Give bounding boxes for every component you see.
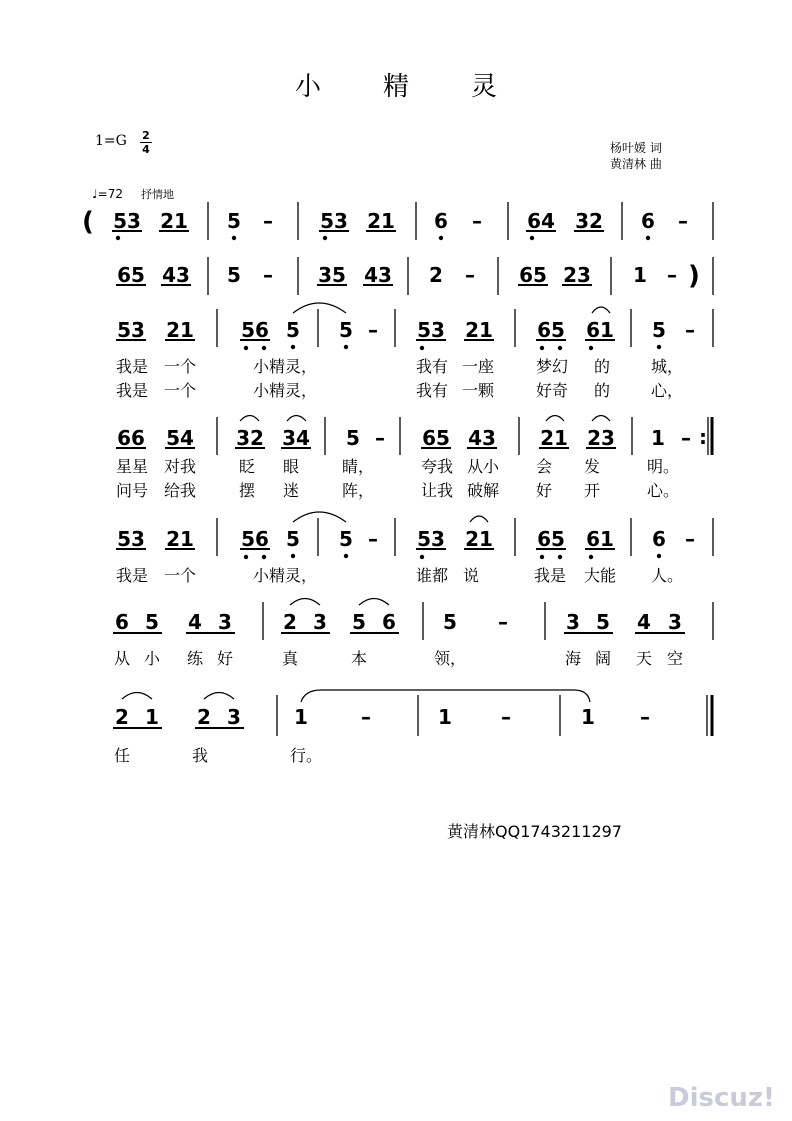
note-group: 53 bbox=[113, 209, 141, 233]
lyric: 开 bbox=[583, 481, 601, 500]
dash: – bbox=[361, 705, 371, 729]
note: 5 bbox=[443, 610, 457, 634]
note: 1 bbox=[651, 426, 665, 450]
note-group: 61 bbox=[586, 527, 614, 551]
lyric: 本 bbox=[350, 649, 368, 668]
lyric: 梦幻 bbox=[535, 357, 569, 376]
note: 6 bbox=[641, 209, 655, 233]
dash: – bbox=[678, 209, 688, 233]
note-group: 61 bbox=[586, 318, 614, 342]
lyric: 我 bbox=[191, 746, 209, 765]
lyrics-verse-4 bbox=[114, 649, 683, 668]
note-group: 65 bbox=[537, 527, 565, 551]
note: 5 bbox=[286, 527, 300, 551]
note: 1 bbox=[633, 263, 647, 287]
note-group: 53 bbox=[117, 527, 145, 551]
note-group: 65 bbox=[117, 263, 145, 287]
lyric: 海 bbox=[564, 649, 582, 668]
dash: – bbox=[368, 527, 378, 551]
lyric: 大能 bbox=[583, 566, 617, 585]
note-group: 65 bbox=[422, 426, 450, 450]
lyric: 我是 bbox=[115, 381, 149, 400]
lyric: 从小 bbox=[466, 457, 500, 476]
note-group: 43 bbox=[468, 426, 496, 450]
lyric: 会 bbox=[535, 457, 553, 476]
dash: – bbox=[465, 263, 475, 287]
note: 6 bbox=[434, 209, 448, 233]
dash: – bbox=[263, 263, 273, 287]
lyric: 小 bbox=[143, 649, 161, 668]
note: 3 bbox=[218, 610, 232, 634]
lyric: 我是 bbox=[115, 566, 149, 585]
lyric: 心。 bbox=[646, 481, 680, 500]
note-group: 35 bbox=[318, 263, 346, 287]
lyrics-verse-3 bbox=[116, 566, 683, 585]
note: 2 bbox=[429, 263, 443, 287]
open-parenthesis: ( bbox=[82, 207, 94, 237]
lyric: 夸我 bbox=[420, 457, 454, 476]
lyric: 明。 bbox=[646, 457, 680, 476]
title-char-3: 灵 bbox=[470, 72, 497, 102]
tempo-mark: ♩=72 bbox=[92, 187, 123, 201]
dash: – bbox=[667, 263, 677, 287]
note-group: 65 bbox=[519, 263, 547, 287]
lyric: 小精灵， bbox=[252, 357, 318, 376]
lyric: 说 bbox=[462, 566, 480, 585]
author-contact: 黄清林QQ1743211297 bbox=[447, 822, 622, 841]
dash: – bbox=[640, 705, 650, 729]
note: 5 bbox=[339, 527, 353, 551]
lyricist-credit: 杨叶媛 词 bbox=[610, 141, 662, 155]
dash: – bbox=[472, 209, 482, 233]
dash: – bbox=[681, 426, 691, 450]
lyric: 发 bbox=[583, 457, 601, 476]
dash: – bbox=[685, 527, 695, 551]
lyric: 对我 bbox=[163, 457, 197, 476]
note: 5 bbox=[145, 610, 159, 634]
lyric: 真 bbox=[281, 649, 299, 668]
note-group: 34 bbox=[282, 426, 310, 450]
time-signature-bottom: 4 bbox=[142, 143, 150, 156]
lyric: 眨 bbox=[238, 457, 256, 476]
dash: – bbox=[368, 318, 378, 342]
note: 5 bbox=[596, 610, 610, 634]
note-group: 66 bbox=[117, 426, 145, 450]
note: 3 bbox=[566, 610, 580, 634]
lyrics-verse-1b bbox=[116, 381, 683, 400]
note-group: 21 bbox=[367, 209, 395, 233]
title-char-2: 精 bbox=[382, 72, 409, 102]
dash: – bbox=[498, 610, 508, 634]
note: 5 bbox=[339, 318, 353, 342]
note: 5 bbox=[652, 318, 666, 342]
lyric: 小精灵， bbox=[252, 381, 318, 400]
lyric: 阵， bbox=[341, 481, 375, 500]
note-group: 21 bbox=[465, 527, 493, 551]
lyric: 眼 bbox=[282, 457, 300, 476]
note-group: 65 bbox=[537, 318, 565, 342]
note: 5 bbox=[352, 610, 366, 634]
lyric: 一个 bbox=[163, 566, 197, 585]
note-group: 21 bbox=[166, 527, 194, 551]
note: 5 bbox=[286, 318, 300, 342]
dash: – bbox=[685, 318, 695, 342]
lyric: 行。 bbox=[289, 746, 323, 765]
dash: – bbox=[501, 705, 511, 729]
lyrics-verse-1a bbox=[116, 357, 683, 376]
note-group: 53 bbox=[320, 209, 348, 233]
note: 6 bbox=[115, 610, 129, 634]
lyric: 迷 bbox=[282, 481, 300, 500]
expression-mark: 抒情地 bbox=[140, 188, 174, 201]
lyric: 阔 bbox=[594, 649, 612, 668]
lyric: 心， bbox=[650, 381, 684, 400]
dash: – bbox=[263, 209, 273, 233]
lyric: 给我 bbox=[163, 481, 197, 500]
dash: – bbox=[375, 426, 385, 450]
title-char-1: 小 bbox=[294, 72, 321, 102]
note-group: 21 bbox=[465, 318, 493, 342]
lyric: 的 bbox=[593, 357, 611, 376]
note: 3 bbox=[668, 610, 682, 634]
lyric: 破解 bbox=[466, 481, 500, 500]
note: 4 bbox=[188, 610, 202, 634]
note-group: 43 bbox=[364, 263, 392, 287]
note: 6 bbox=[382, 610, 396, 634]
composer-credit: 黄清林 曲 bbox=[610, 157, 662, 171]
lyric: 人。 bbox=[650, 566, 684, 585]
lyric: 小精灵， bbox=[252, 566, 318, 585]
lyrics-verse-2b bbox=[116, 481, 679, 500]
lyric: 领， bbox=[433, 649, 467, 668]
note: 2 bbox=[283, 610, 297, 634]
lyric: 从 bbox=[113, 649, 131, 668]
note: 1 bbox=[294, 705, 308, 729]
lyric: 一个 bbox=[163, 357, 197, 376]
lyric: 摆 bbox=[238, 481, 256, 500]
lyric: 我有 bbox=[415, 357, 449, 376]
lyric: 城， bbox=[650, 357, 684, 376]
note: 6 bbox=[652, 527, 666, 551]
note: 1 bbox=[581, 705, 595, 729]
lyric: 谁都 bbox=[415, 566, 449, 585]
lyric: 天 bbox=[635, 649, 653, 668]
note-group: 21 bbox=[166, 318, 194, 342]
lyric: 我是 bbox=[533, 566, 567, 585]
note: 3 bbox=[313, 610, 327, 634]
note: 4 bbox=[637, 610, 651, 634]
note-group: 23 bbox=[563, 263, 591, 287]
time-signature-top: 2 bbox=[142, 129, 150, 142]
lyric: 问号 bbox=[115, 481, 149, 500]
note-group: 56 bbox=[241, 318, 269, 342]
note-group: 53 bbox=[117, 318, 145, 342]
note-group: 53 bbox=[417, 527, 445, 551]
lyric: 让我 bbox=[420, 481, 454, 500]
lyric: 练 bbox=[186, 649, 204, 668]
lyric: 好 bbox=[216, 649, 234, 668]
note-group: 64 bbox=[527, 209, 555, 233]
note-group: 23 bbox=[587, 426, 615, 450]
close-parenthesis: ) bbox=[688, 261, 700, 291]
note: 2 bbox=[197, 705, 211, 729]
note-group: 54 bbox=[166, 426, 194, 450]
note: 5 bbox=[227, 209, 241, 233]
lyric: 星星 bbox=[115, 457, 149, 476]
note: 5 bbox=[227, 263, 241, 287]
repeat-sign: : bbox=[699, 425, 707, 449]
note-group: 21 bbox=[160, 209, 188, 233]
lyric: 我有 bbox=[415, 381, 449, 400]
note-group: 32 bbox=[575, 209, 603, 233]
watermark-logo: Discuz! bbox=[668, 1083, 775, 1113]
note-group: 21 bbox=[540, 426, 568, 450]
lyric: 的 bbox=[593, 381, 611, 400]
note-group: 32 bbox=[236, 426, 264, 450]
lyric: 好奇 bbox=[535, 381, 569, 400]
note: 2 bbox=[115, 705, 129, 729]
lyric: 一个 bbox=[163, 381, 197, 400]
note: 1 bbox=[438, 705, 452, 729]
lyric: 我是 bbox=[115, 357, 149, 376]
note-group: 53 bbox=[417, 318, 445, 342]
lyrics-verse-2a bbox=[116, 457, 679, 476]
note: 1 bbox=[145, 705, 159, 729]
lyric: 睛， bbox=[341, 457, 375, 476]
lyrics-verse-5 bbox=[114, 746, 322, 765]
lyric: 一座 bbox=[461, 357, 495, 376]
note: 5 bbox=[346, 426, 360, 450]
note-group: 56 bbox=[241, 527, 269, 551]
note: 3 bbox=[227, 705, 241, 729]
key-signature: 1=G bbox=[95, 133, 127, 149]
lyric: 好 bbox=[535, 481, 553, 500]
lyric: 一颗 bbox=[461, 381, 495, 400]
lyric: 空 bbox=[666, 649, 684, 668]
note-group: 43 bbox=[162, 263, 190, 287]
lyric: 任 bbox=[113, 746, 131, 765]
